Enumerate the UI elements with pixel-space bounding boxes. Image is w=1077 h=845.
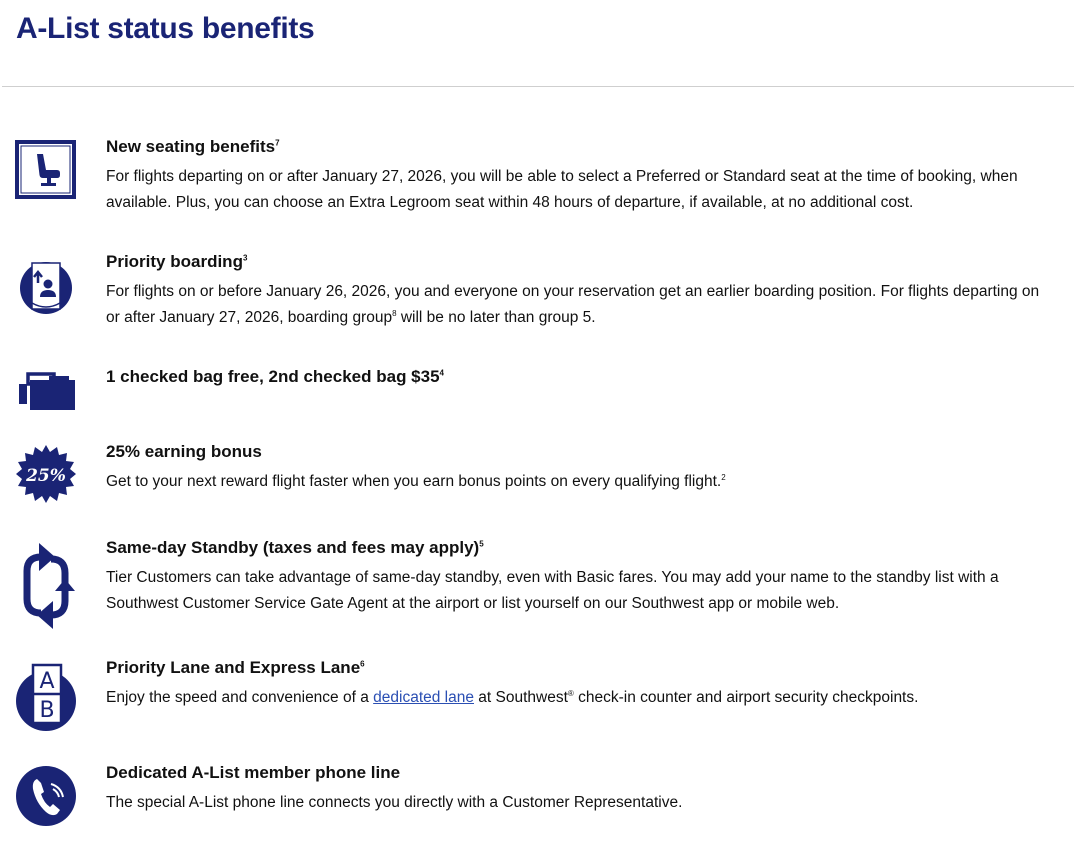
footnote-marker: 4 <box>439 368 444 378</box>
benefit-description: The special A-List phone line connects you directly with a Customer Representative. <box>106 794 683 811</box>
benefit-description: For flights departing on or after January 27, 2026, you will be able to select a Preferred or Standard seat at the time of booking, when available. Plus, you can choose an Extra Legroom seat within 48 hours of departure, if available, at no additional cost. <box>106 168 1018 211</box>
footnote-marker: 3 <box>242 253 248 263</box>
benefit-title: 25% earning bonus <box>106 442 262 461</box>
footnote-marker: 6 <box>360 659 365 669</box>
benefit-description: Get to your next reward flight faster when you earn bonus points on every qualifying flight.$^2$ <box>106 472 726 490</box>
divider <box>2 86 1074 87</box>
benefit-title: Dedicated A-List member phone line <box>106 763 401 782</box>
footnote-marker: 2 <box>721 472 726 482</box>
registered-mark: ® <box>567 688 574 698</box>
lane-letter-b: B <box>39 698 55 723</box>
benefit-title: 1 checked bag free, 2nd checked bag $\$35^4$ <box>106 367 444 386</box>
seat-icon <box>15 140 77 202</box>
benefit-title: Priority Lane and Express Lane$^6$ <box>106 658 365 677</box>
dedicated-lane-link[interactable]: dedicated lane <box>373 689 474 706</box>
standby-arrows-icon <box>15 541 77 629</box>
footnote-marker: 8 <box>392 308 397 318</box>
bonus-badge-icon <box>15 443 77 505</box>
benefit-title: Priority boarding$^3$ <box>106 252 248 271</box>
page-title: A-List status benefits <box>16 12 315 45</box>
priority-lane-icon <box>15 661 77 735</box>
footnote-marker: 5 <box>479 539 484 549</box>
benefit-description: Enjoy the speed and convenience of a dedicated lane at Southwest® check-in counter and airport security checkpoints. <box>106 688 919 706</box>
luggage-icon <box>17 370 77 414</box>
phone-icon <box>15 765 77 827</box>
badge-text: 25% <box>26 466 66 486</box>
benefit-description: For flights on or before January 26, 2026, you and everyone on your reservation get an earlier boarding position. For flights departing on or after January 27, 2026, boarding group$^8$ will be no later than group 5. <box>106 283 1040 326</box>
benefit-title: New seating benefits$^7$ <box>106 137 280 156</box>
footnote-marker: 7 <box>275 138 280 148</box>
benefit-title: Same-day Standby (taxes and fees may apply)$^5$ <box>106 538 484 557</box>
lane-letter-a: A <box>39 669 55 694</box>
benefit-description: Tier Customers can take advantage of same-day standby, even with Basic fares. You may add your name to the standby list with a Southwest Customer Service Gate Agent at the airport or list yourself on our Southwest app or mobile web. <box>106 569 999 612</box>
priority-boarding-icon <box>17 259 75 317</box>
